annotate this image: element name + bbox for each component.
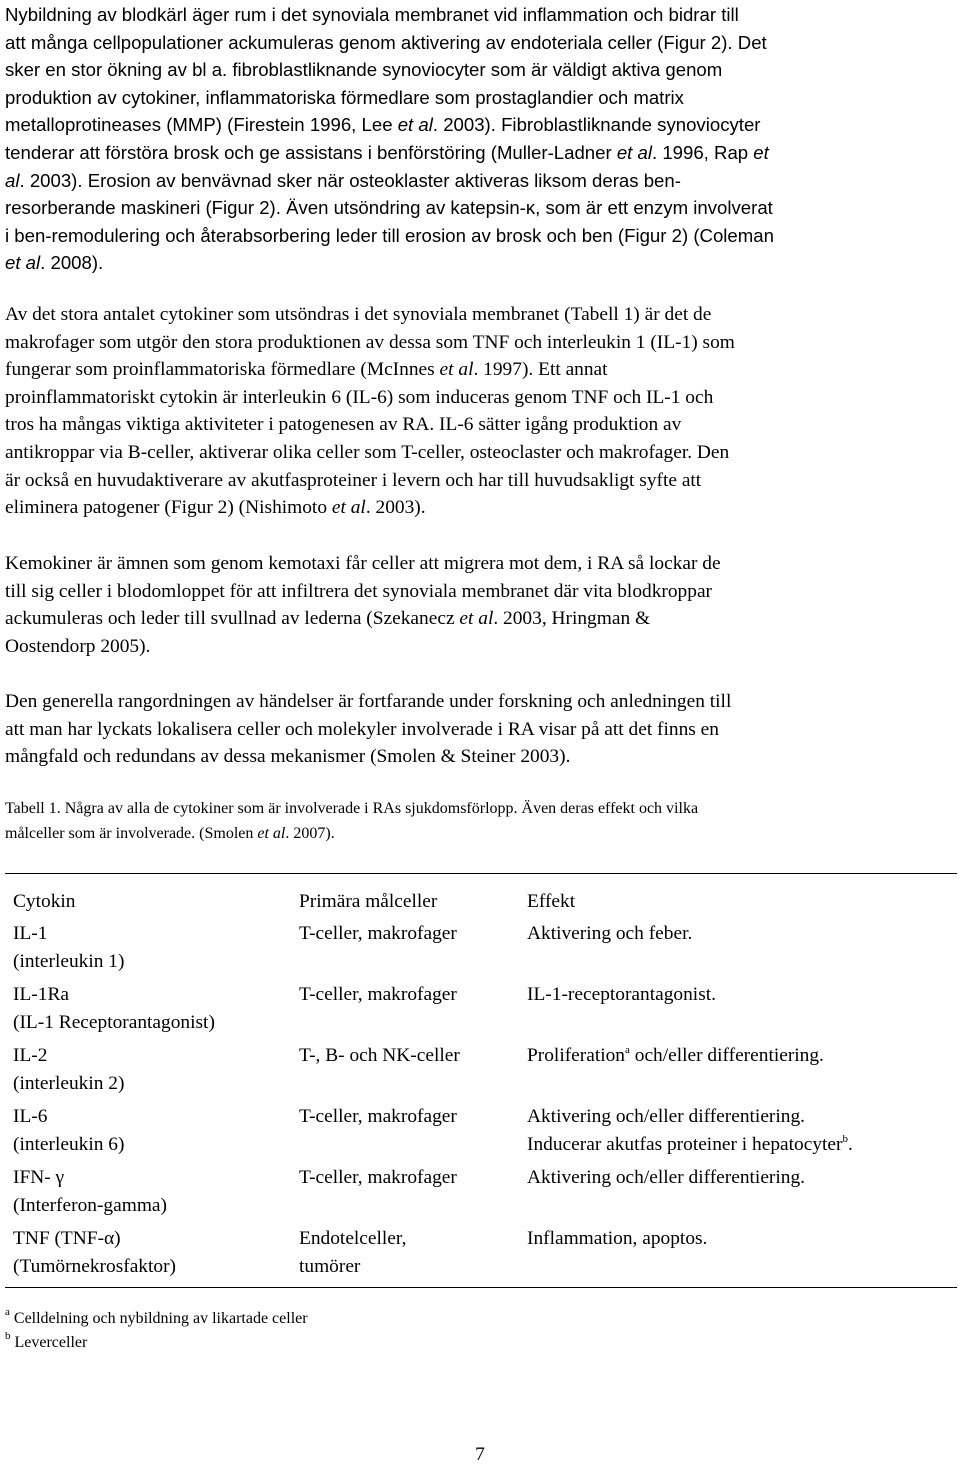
- table-row: [5, 920, 957, 981]
- text-line: . 2008).: [40, 252, 104, 274]
- text-line: . 1996, Rap: [651, 141, 754, 163]
- cytokine-fullname: (interleukin 1): [13, 951, 125, 972]
- table-row: [5, 1164, 957, 1225]
- citation-etal: et al: [331, 497, 366, 519]
- text-line: fungerar som proinflammatoriska förmedlare (McInnes: [5, 359, 440, 381]
- text-line: metalloprotineases (MMP) (Firestein 1996, Lee: [5, 114, 398, 136]
- target-cells-cont: tumörer: [299, 1256, 361, 1277]
- header-target-cells: Primära målceller: [299, 891, 438, 912]
- cell-effect: [527, 981, 957, 1042]
- text-line: . 2003, Hringman &: [493, 608, 651, 630]
- text-line: tros ha mångas viktiga aktiviteter i patogenesen av RA. IL-6 sätter igång produktion av: [5, 414, 682, 436]
- text-line: makrofager som utgör den stora produktionen av dessa som TNF och interleukin 1 (IL-1) som: [5, 331, 735, 353]
- text-line: tenderar att förstöra brosk och ge assistans i benförstöring (Muller-Ladner: [5, 141, 617, 163]
- text-line: Nybildning av blodkärl äger rum i det synoviala membranet vid inflammation och bidrar till: [5, 4, 739, 25]
- cell-target-cells: [299, 920, 527, 981]
- footnote-text: Leverceller: [10, 1334, 88, 1351]
- citation-etal: et al: [439, 359, 474, 381]
- text-line: resorberande maskineri (Figur 2). Även utsöndring av katepsin-κ, som är ett enzym involverat: [5, 197, 773, 219]
- text-line: . 2003). Fibroblastliknande synoviocyter: [432, 114, 761, 136]
- text-line: i ben-remodulering och återabsorbering leder till erosion av brosk och ben (Figur 2) (Coleman: [5, 224, 774, 246]
- citation-etal: et al: [257, 824, 286, 842]
- footnote-a: [5, 1307, 605, 1331]
- text-line: . 2003).: [365, 497, 426, 519]
- cytokine-fullname: (Tumörnekrosfaktor): [13, 1256, 177, 1277]
- effect-text: Aktivering och/eller differentiering.: [527, 1167, 806, 1188]
- cell-effect: [527, 920, 957, 981]
- text-line: att man har lyckats lokalisera celler och molekyler involverade i RA visar på att det finns en: [5, 718, 719, 740]
- cell-cytokine: [5, 920, 299, 981]
- cell-cytokine: [5, 1103, 299, 1164]
- text-line: att många cellpopulationer ackumuleras genom aktivering av endoteriala celler (Figur 2). Det: [5, 31, 767, 53]
- cell-target-cells: [299, 1225, 527, 1288]
- target-cells: T-celler, makrofager: [299, 1106, 457, 1127]
- cell-target-cells: [299, 1103, 527, 1164]
- cytokine-fullname: (interleukin 6): [13, 1134, 125, 1155]
- paragraph-chemokines: [5, 550, 925, 660]
- cell-cytokine: [5, 1042, 299, 1103]
- citation-etal: et al: [459, 608, 494, 630]
- text-line: till sig celler i blodomloppet för att infiltrera det synoviala membranet där vita blodkroppar: [5, 580, 713, 602]
- text-line: Den generella rangordningen av händelser är fortfarande under forskning och anledningen till: [5, 691, 732, 712]
- text-line: . 1997). Ett annat: [473, 359, 608, 381]
- cell-effect: [527, 1103, 957, 1164]
- table-row: [5, 1042, 957, 1103]
- paragraph-cytokines: [5, 301, 925, 522]
- effect-text-end: .: [847, 1134, 853, 1155]
- citation-etal: al: [5, 169, 20, 191]
- target-cells: T-celler, makrofager: [299, 984, 457, 1005]
- cytokine-table: [5, 873, 957, 1288]
- text-line: mångfald och redundans av dessa mekanismer (Smolen & Steiner 2003).: [5, 746, 571, 768]
- page-number: 7: [475, 1444, 485, 1465]
- footnote-ref: b: [842, 1133, 848, 1145]
- footnote-b: [5, 1331, 605, 1355]
- cell-effect: [527, 1042, 957, 1103]
- text-line: eliminera patogener (Figur 2) (Nishimoto: [5, 497, 332, 519]
- text-line: Av det stora antalet cytokiner som utsöndras i det synoviala membranet (Tabell 1) är det de: [5, 304, 712, 325]
- caption-line: Tabell 1. Några av alla de cytokiner som är involverade i RAs sjukdomsförlopp. Även deras effekt och vilka: [5, 800, 699, 817]
- effect-text: IL-1-receptorantagonist.: [527, 984, 716, 1005]
- cytokine-name: IFN- γ: [13, 1167, 65, 1188]
- text-line: antikroppar via B-celler, aktiverar olika celler som T-celler, osteoclaster och makrofager. Den: [5, 441, 730, 463]
- caption-line: . 2007).: [285, 824, 335, 842]
- citation-etal: et al: [616, 141, 652, 163]
- target-cells: Endotelceller,: [299, 1228, 407, 1249]
- text-line: produktion av cytokiner, inflammatoriska förmedlare som prostaglandier och matrix: [5, 86, 684, 108]
- cell-effect: [527, 1164, 957, 1225]
- cytokine-name: IL-2: [13, 1045, 48, 1066]
- footnote-text: Celldelning och nybildning av likartade celler: [9, 1310, 308, 1327]
- text-line: är också en huvudaktiverare av akutfasproteiner i levern och har till huvudsakligt syfte att: [5, 469, 702, 491]
- effect-text: Inflammation, apoptos.: [527, 1228, 708, 1249]
- effect-text: Aktivering och feber.: [527, 923, 693, 944]
- effect-text: Aktivering och/eller differentiering.: [527, 1106, 806, 1127]
- target-cells: T-, B- och NK-celler: [299, 1045, 460, 1066]
- paragraph-ranking: [5, 688, 925, 771]
- caption-line: målceller som är involverade. (Smolen: [5, 824, 258, 842]
- citation-etal: et: [753, 141, 769, 163]
- cell-effect: [527, 1225, 957, 1288]
- text-line: sker en stor ökning av bl a. fibroblastliknande synoviocyter som är väldigt aktiva genom: [5, 59, 723, 81]
- cell-cytokine: [5, 1225, 299, 1288]
- cell-target-cells: [299, 1164, 527, 1225]
- table-row: [5, 1103, 957, 1164]
- footnote-ref: a: [625, 1044, 630, 1056]
- text-line: ackumuleras och leder till svullnad av lederna (Szekanecz: [5, 608, 460, 630]
- table-row: [5, 981, 957, 1042]
- footnote-mark: a: [5, 1306, 10, 1318]
- cytokine-name: IL-1: [13, 923, 48, 944]
- cytokine-fullname: (Interferon-gamma): [13, 1195, 167, 1216]
- cell-target-cells: [299, 1042, 527, 1103]
- target-cells: T-celler, makrofager: [299, 1167, 457, 1188]
- text-line: Kemokiner är ämnen som genom kemotaxi får celler att migrera mot dem, i RA så lockar de: [5, 553, 721, 574]
- citation-etal: et al: [5, 252, 41, 274]
- text-line: proinflammatoriskt cytokin är interleukin 6 (IL-6) som induceras genom TNF och IL-1 och: [5, 386, 714, 408]
- citation-etal: et al: [397, 114, 433, 136]
- paragraph-angiogenesis: [5, 1, 925, 277]
- cell-target-cells: [299, 981, 527, 1042]
- effect-text-line2: Inducerar akutfas proteiner i hepatocyter: [527, 1134, 843, 1155]
- cell-cytokine: [5, 1164, 299, 1225]
- cell-cytokine: [5, 981, 299, 1042]
- cytokine-name: TNF (TNF-α): [13, 1228, 121, 1249]
- text-line: Oostendorp 2005).: [5, 635, 151, 657]
- target-cells: T-celler, makrofager: [299, 923, 457, 944]
- cytokine-name: IL-6: [13, 1106, 48, 1127]
- table-row: [5, 1225, 957, 1288]
- cytokine-fullname: (interleukin 2): [13, 1073, 125, 1094]
- footnote-mark: b: [5, 1330, 11, 1342]
- cytokine-fullname: (IL-1 Receptorantagonist): [13, 1012, 215, 1033]
- table-header-row: [5, 874, 957, 921]
- header-effect: Effekt: [527, 891, 576, 912]
- effect-text: Proliferation: [527, 1045, 626, 1066]
- cytokine-name: IL-1Ra: [13, 984, 69, 1005]
- text-line: . 2003). Erosion av benvävnad sker när osteoklaster aktiveras liksom deras ben-: [19, 169, 681, 191]
- effect-text-cont: och/eller differentiering.: [629, 1045, 824, 1066]
- header-cytokin: Cytokin: [13, 891, 76, 912]
- table-caption: [5, 797, 905, 846]
